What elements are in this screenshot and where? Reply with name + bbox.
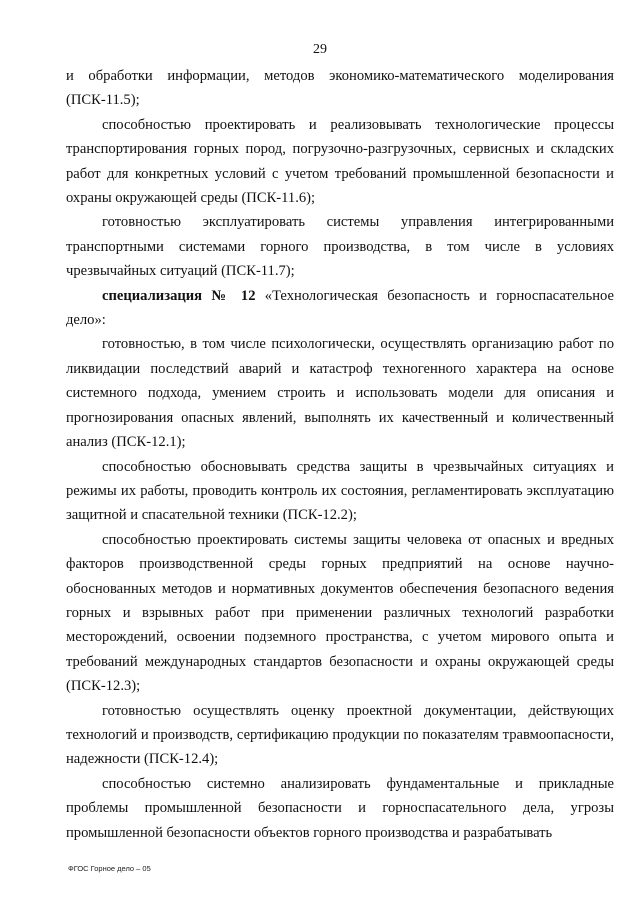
paragraph-psk-12-1: готовностью, в том числе психологически, осуществлять организацию работ по ликвидации последствий аварий и катастроф техногенного характера на основе системного подхода, умением строить и использовать модели для описания и прогнозирования опасных явлений, выполнять их качественный и количественный анализ (ПСК-12.1); [66,336,614,451]
page-number: 29 [313,42,327,57]
paragraph-specialization-12 [66,284,614,333]
specialization-heading: специализация № 12 [102,287,256,304]
paragraph-psk-12-3: способностью проектировать системы защиты человека от опасных и вредных факторов производственной среды горных предприятий на основе научно-обоснованных методов и нормативных документов обеспечения безопасного ведения горных и взрывных работ при применении различных технологий разработки месторождений, освоении подземного пространства, с учетом мирового опыта и требований международных стандартов безопасности и охраны окружающей среды (ПСК-12.3); [66,531,614,695]
paragraph-psk-11-7: готовностью эксплуатировать системы управления интегрированными транспортными системами горного производства, в том числе в условиях чрезвычайных ситуаций (ПСК-11.7); [66,214,614,280]
paragraph-psk-11-6: способностью проектировать и реализовывать технологические процессы транспортирования горных пород, погрузочно-разгрузочных, сервисных и складских работ для конкретных условий с учетом требований промышленной безопасности и охраны окружающей среды (ПСК-11.6); [66,116,614,207]
page-footer: ФГОС Горное дело – 05 [68,864,151,873]
document-body [66,64,614,845]
paragraph-psk-11-5: и обработки информации, методов экономико-математического моделирования (ПСК-11.5); [66,68,614,109]
paragraph-psk-12-5-partial: способностью системно анализировать фундаментальные и прикладные проблемы промышленной безопасности и горноспасательного дела, угрозы промышленной безопасности объектов горного производства и разрабатывать [66,775,614,841]
specialization-title: «Технологическая безопасность и горноспасательное дело»: [66,287,614,329]
paragraph-psk-12-2: способностью обосновывать средства защиты в чрезвычайных ситуациях и режимы их работы, проводить контроль их состояния, регламентировать эксплуатацию защитной и спасательной техники (ПСК-12.2); [66,458,614,524]
paragraph-psk-12-4: готовностью осуществлять оценку проектной документации, действующих технологий и производств, сертификацию продукции по показателям травмоопасности, надежности (ПСК-12.4); [66,702,614,768]
